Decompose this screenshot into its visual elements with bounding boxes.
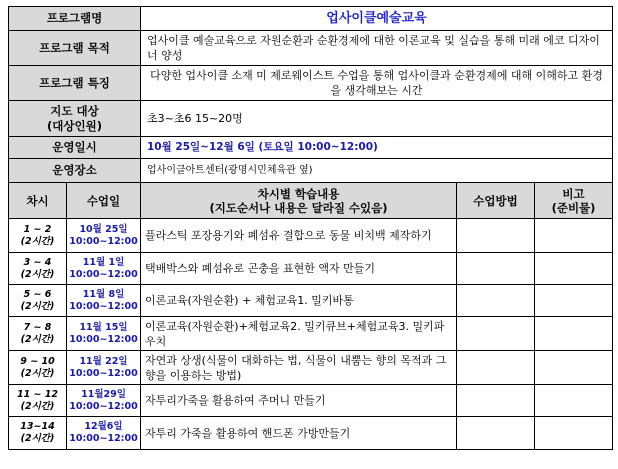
class-date: 11월 8일 <box>82 288 125 300</box>
session-hours: (2시간) <box>20 367 55 379</box>
session-number: 1 ~ 2 <box>23 223 52 235</box>
program-feature-label: 프로그램 특징 <box>9 66 141 101</box>
class-method <box>457 385 535 417</box>
session-number: 3 ~ 4 <box>23 256 52 268</box>
class-date: 11월29일 <box>81 388 126 400</box>
session-cell <box>9 219 67 253</box>
program-target-value: 초3~초6 15~20명 <box>141 101 613 137</box>
class-method <box>457 253 535 285</box>
program-date-row <box>9 137 613 159</box>
class-method <box>457 351 535 385</box>
session-number: 11 ~ 12 <box>16 388 58 400</box>
table-row <box>9 317 613 351</box>
target-label-line1: 지도 대상 <box>50 103 99 118</box>
program-place-value: 업사이클아트센터(광명시민체육관 옆) <box>141 159 613 183</box>
class-content: 자연과 상생(식물이 대화하는 법, 식물이 내뿜는 향의 목적과 그 향을 이용하는 방법) <box>141 351 457 385</box>
class-date-cell <box>67 285 141 317</box>
class-time: 10:00~12:00 <box>69 433 138 444</box>
program-info-table <box>8 6 613 183</box>
class-date: 11월 1일 <box>82 256 125 268</box>
class-content: 자투리 가죽을 활용하여 핸드폰 가방만들기 <box>141 417 457 450</box>
session-number: 7 ~ 8 <box>23 321 52 333</box>
class-time: 10:00~12:00 <box>69 300 138 312</box>
program-target-row <box>9 101 613 137</box>
table-row <box>9 385 613 417</box>
session-cell <box>9 253 67 285</box>
program-target-label <box>9 101 141 137</box>
session-cell <box>9 417 67 450</box>
class-content: 이론교육(자원순환)+체험교육2. 밀키큐브+체험교육3. 밀키파우치 <box>141 317 457 351</box>
class-time: 10:00~12:00 <box>69 400 138 412</box>
session-cell <box>9 317 67 351</box>
program-date-value: 10월 25일~12월 6일 (토요일 10:00~12:00) <box>141 137 613 159</box>
program-purpose-value: 업사이클 예술교육으로 자원순환과 순환경제에 대한 이론교육 및 실습을 통해 미래 에코 디자이너 양성 <box>141 31 613 66</box>
session-cell <box>9 385 67 417</box>
header-note-line2: (준비물) <box>551 200 596 215</box>
program-place-label: 운영장소 <box>9 159 141 183</box>
session-hours: (2시간) <box>20 333 55 345</box>
program-document <box>8 6 612 450</box>
class-note <box>535 219 613 253</box>
class-date-cell <box>67 253 141 285</box>
session-hours: (2시간) <box>20 300 55 312</box>
program-purpose-label: 프로그램 목적 <box>9 31 141 66</box>
session-cell <box>9 285 67 317</box>
class-content: 이론교육(자원순환) + 체험교육1. 밀키바통 <box>141 285 457 317</box>
class-date: 11월 22일 <box>79 355 128 367</box>
table-row <box>9 285 613 317</box>
class-date-cell <box>67 417 141 450</box>
class-date-cell <box>67 385 141 417</box>
session-number: 13~14 <box>20 421 55 432</box>
class-date-cell <box>67 219 141 253</box>
program-name-label: 프로그램명 <box>9 7 141 31</box>
class-time: 10:00~12:00 <box>69 333 138 345</box>
header-note-line1: 비고 <box>562 186 585 201</box>
class-time: 10:00~12:00 <box>69 235 138 247</box>
header-content-line2: (지도순서나 내용은 달라질 수있음) <box>209 200 388 215</box>
program-date-label: 운영일시 <box>9 137 141 159</box>
class-date-cell <box>67 351 141 385</box>
target-label-line2: (대상인원) <box>47 118 102 133</box>
class-method <box>457 285 535 317</box>
table-row <box>9 417 613 450</box>
session-hours: (2시간) <box>20 400 55 412</box>
class-date-cell <box>67 317 141 351</box>
schedule-header-row <box>9 183 613 219</box>
session-cell <box>9 351 67 385</box>
program-feature-row <box>9 66 613 101</box>
header-method: 수업방법 <box>457 183 535 219</box>
class-note <box>535 351 613 385</box>
session-hours: (2시간) <box>20 268 55 280</box>
schedule-table <box>8 182 613 450</box>
class-date: 10월 25일 <box>79 223 128 235</box>
program-name-row <box>9 7 613 31</box>
header-date: 수업일 <box>67 183 141 219</box>
class-date: 12월6일 <box>84 421 123 432</box>
program-place-row <box>9 159 613 183</box>
class-method <box>457 317 535 351</box>
class-time: 10:00~12:00 <box>69 367 138 379</box>
table-row <box>9 219 613 253</box>
session-number: 5 ~ 6 <box>23 288 52 300</box>
class-note <box>535 253 613 285</box>
class-date: 11월 15일 <box>79 321 128 333</box>
session-number: 9 ~ 10 <box>20 355 55 367</box>
class-note <box>535 285 613 317</box>
class-content: 플라스틱 포장용기와 폐섬유 결합으로 동물 비치백 제작하기 <box>141 219 457 253</box>
session-hours: (2시간) <box>20 235 55 247</box>
class-note <box>535 385 613 417</box>
class-time: 10:00~12:00 <box>69 268 138 280</box>
table-row <box>9 253 613 285</box>
header-note <box>535 183 613 219</box>
table-row <box>9 351 613 385</box>
class-content: 자투리가죽을 활용하여 주머니 만들기 <box>141 385 457 417</box>
class-note <box>535 417 613 450</box>
header-content-line1: 차시별 학습내용 <box>257 186 340 201</box>
header-session: 차시 <box>9 183 67 219</box>
session-hours: (2시간) <box>20 433 55 444</box>
class-method <box>457 417 535 450</box>
header-content <box>141 183 457 219</box>
program-feature-value: 다양한 업사이클 소재 미 제로웨이스트 수업을 통해 업사이클과 순환경제에 대해 이해하고 환경을 생각해보는 시간 <box>141 66 613 101</box>
class-note <box>535 317 613 351</box>
class-method <box>457 219 535 253</box>
program-purpose-row <box>9 31 613 66</box>
program-name-value: 업사이클예술교육 <box>141 7 613 31</box>
class-content: 택배박스와 폐섬유로 곤충을 표현한 액자 만들기 <box>141 253 457 285</box>
